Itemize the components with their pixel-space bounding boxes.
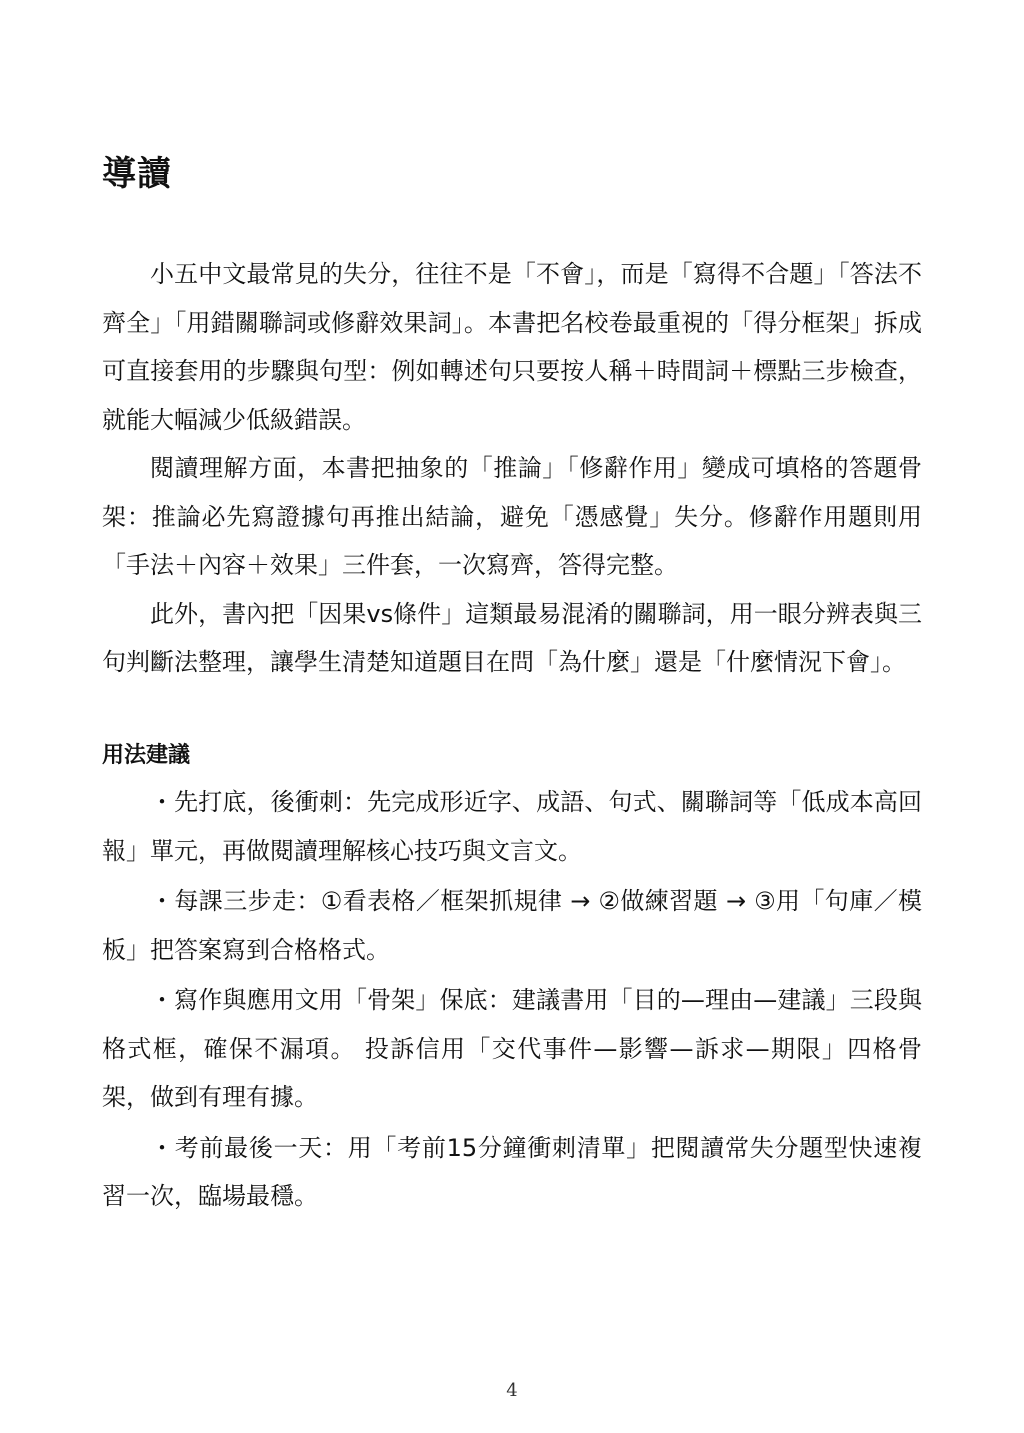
page-number: 4 <box>506 1380 518 1401</box>
usage-tips-list <box>102 778 922 1223</box>
usage-tip-item: ・考前最後一天：用「考前15分鐘衝刺清單」把閱讀常失分題型快速複習一次，臨場最穩。 <box>102 1133 922 1210</box>
usage-tip-item: ・先打底，後衝刺：先完成形近字、成語、句式、關聯詞等「低成本高回報」單元，再做閱讀理解核心技巧與文言文。 <box>102 788 922 865</box>
intro-section <box>102 250 922 687</box>
usage-tip-item: ・寫作與應用文用「骨架」保底：建議書用「目的—理由—建議」三段與格式框，確保不漏項。 投訴信用「交代事件—影響—訴求—期限」四格骨架，做到有理有據。 <box>102 986 922 1111</box>
intro-paragraph: 閱讀理解方面，本書把抽象的「推論」「修辭作用」變成可填格的答題骨架：推論必先寫證據句再推出結論，避免「憑感覺」失分。修辭作用題則用「手法＋內容＋效果」三件套，一次寫齊，答得完整。 <box>102 454 922 579</box>
usage-heading: 用法建議 <box>102 743 191 768</box>
intro-paragraph: 小五中文最常見的失分，往往不是「不會」，而是「寫得不合題」「答法不齊全」「用錯關聯詞或修辭效果詞」。本書把名校卷最重視的「得分框架」拆成可直接套用的步驟與句型：例如轉述句只要按人稱＋時間詞＋標點三步檢查，就能大幅減少低級錯誤。 <box>102 260 922 434</box>
intro-paragraph: 此外，書內把「因果vs條件」這類最易混淆的關聯詞，用一眼分辨表與三句判斷法整理，讓學生清楚知道題目在問「為什麼」還是「什麼情況下會」。 <box>102 599 922 676</box>
page-title: 導讀 <box>102 154 172 194</box>
usage-tip-item: ・每課三步走：①看表格／框架抓規律 → ②做練習題 → ③用「句庫／模板」把答案寫到合格格式。 <box>102 887 922 964</box>
